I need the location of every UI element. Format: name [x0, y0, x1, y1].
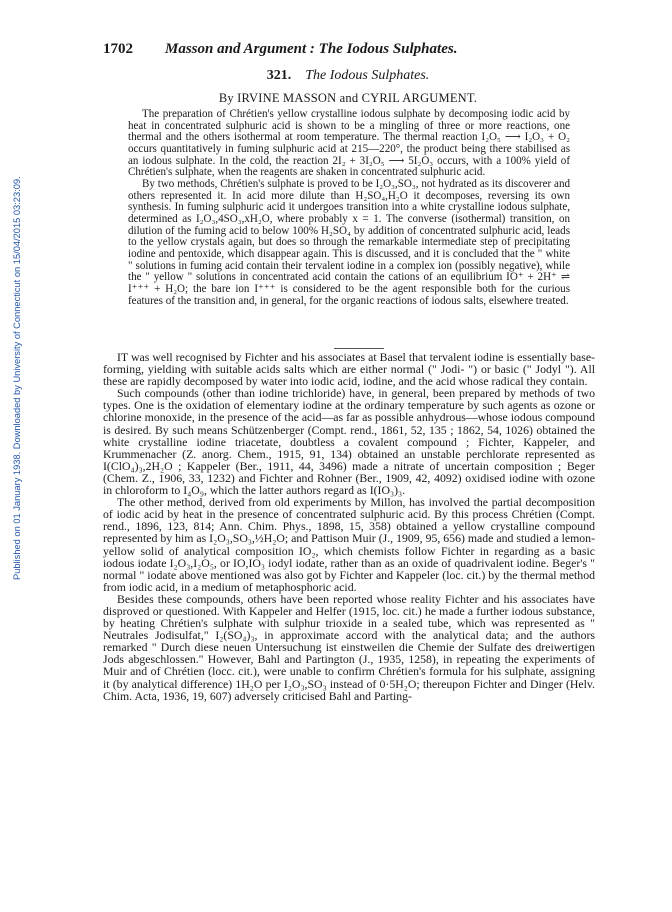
author-line: By IRVINE MASSON and CYRIL ARGUMENT.	[218, 91, 478, 105]
body-paragraph: IT was well recognised by Fichter and his associates at Basel that tervalent iodine is essentially base-forming, yielding with suitable acids salts which are either normal (" Jodi- ") or basic (" Jodyl "). All these are rapidly decomposed by water into iodic acid, iodine, and the acid whose radical they contain.	[103, 350, 595, 389]
article-number: 321.	[266, 68, 292, 83]
body-paragraph: Such compounds (other than iodine trichloride) have, in general, been prepared by methods of two types. One is the oxidation of elementary iodine at the ordinary temperature by such agents as ozone or chlorine monoxide, in the presence of the acid—as far as possible anhydrous—whose iodous compound is desired. By such means Schützenberger (Compt. rend., 1861, 52, 135 ; 1862, 54, 1026) obtained the white crystalline iodine triacetate, doubtless a covalent compound ; Fichter, Kappeler, and Krummenacher (Z. anorg. Chem., 1915, 91, 134) obtained an unstable perchlorate represented as I(ClO₄)₃,2H₂O ; Kappeler (Ber., 1911, 44, 3496) made a nitrate of uncertain composition ; Beger (Chem. Z., 1906, 33, 1232) and Fichter and Rohner (Ber., 1909, 42, 4092) oxidised iodine with ozone in chloroform to I₄O₉, which the latter authors regard as I(IO₃)₃.	[103, 386, 595, 498]
abstract	[128, 109, 570, 307]
body-paragraph: Besides these compounds, others have been reported whose reality Fichter and his associates have disproved or questioned. With Kappeler and Helfer (1915, loc. cit.) he made a further iodous substance, by heating Chrétien's sulphate with sulphur trioxide in a sealed tube, which was represented as " Neutrales Jodisulfat," I₂(SO₄)₃, in approximate accord with the analytical data; and the authors remarked " Durch diese neuen Untersuchung ist einstweilen die Chemie der Sulfate des dreiwertigen Jods abgeschlossen." However, Bahl and Partington (J., 1935, 1258), in repeating the experiments of Muir and of Chrétien (locc. cit.), were unable to confirm Chrétien's formula for his sulphate, assigning it (by analytical difference) 1H₂O per I₂O₃,SO₃ instead of 0·5H₂O; thereupon Fichter and Dinger (Helv. Chim. Acta, 1936, 19, 607) adversely criticised Bahl and Parting-	[103, 591, 595, 703]
body-paragraph: The other method, derived from old experiments by Millon, has involved the partial decomposition of iodic acid by heat in the presence of concentrated sulphuric acid. By this process Chrétien (Compt. rend., 1896, 123, 814; Ann. Chim. Phys., 1898, 15, 358) obtained a yellow crystalline compound represented by him as I₂O₃,SO₃,½H₂O; and Pattison Muir (J., 1909, 95, 656) made and studied a lemon-yellow solid of analytical composition IO₂, which chemists follow Fichter in regarding as a basic iodous iodate I₂O₃,I₂O₅, or IO,IO₃ iodyl iodate, rather than as an oxide of quadrivalent iodine. Beger's " normal " iodate above mentioned was also got by Fichter and Kappeler (loc. cit.) by the thermal method from iodic acid, in a medium of metaphosphoric acid.	[103, 495, 595, 594]
page-header	[103, 41, 603, 59]
download-watermark	[2, 40, 22, 580]
abstract-paragraph: The preparation of Chrétien's yellow crystalline iodous sulphate by decomposing iodic acid by heat in concentrated sulphuric acid is shown to be a mingling of three or more reactions, one thermal and the others isothermal at room temperature. The thermal reaction I₂O₅ ⟶ I₂O₃ + O₂ occurs quantitatively in fuming sulphuric acid at 215—220°, the product being there stabilised as an iodous sulphate. In the cold, the reaction 2I₂ + 3I₂O₅ ⟶ 5I₂O₃ occurs, with a 100% yield of Chrétien's sulphate, when the reagents are shaken in concentrated sulphuric acid.	[128, 108, 570, 179]
body-text	[103, 351, 595, 702]
page-number: 1702	[103, 41, 133, 57]
abstract-paragraph: By two methods, Chrétien's sulphate is proved to be I₂O₃,SO₃, not hydrated as its discoverer and others represented it. In acid more dilute than H₂SO₄,H₂O it decomposes, reversing its own synthesis. In fuming sulphuric acid it undergoes transition into a white crystalline iodous sulphate, determined as I₂O₃,4SO₃,xH₂O, where probably x = 1. The converse (isothermal) transition, on dilution of the fuming acid to below 100% H₂SO₄ by addition of concentrated sulphuric acid, leads to the yellow crystals again, but does so through the remarkable intermediate step of precipitating iodine and pentoxide, which disappear again. This is discussed, and it is concluded that the " white " solutions in fuming acid contain their tervalent iodine in a complex ion (possibly negative), while the " yellow " solutions in concentrated acid contain the cations of an equilibrium IO⁺ + 2H⁺ ⇌ I⁺⁺⁺ + H₂O; the bare ion I⁺⁺⁺ is considered to be the agent responsible both for the curious features of the transition and, in general, for the organic reactions of iodous salts, elsewhere treated.	[128, 177, 570, 307]
section-divider	[334, 348, 384, 349]
download-watermark-text: Published on 01 January 1938. Downloaded by University of Connecticut on 15/04/2015 03:23:09.	[12, 176, 22, 580]
article-title	[103, 68, 593, 84]
running-title: Masson and Argument : The Iodous Sulphates.	[165, 41, 458, 57]
article-title-text: The Iodous Sulphates.	[305, 68, 430, 83]
